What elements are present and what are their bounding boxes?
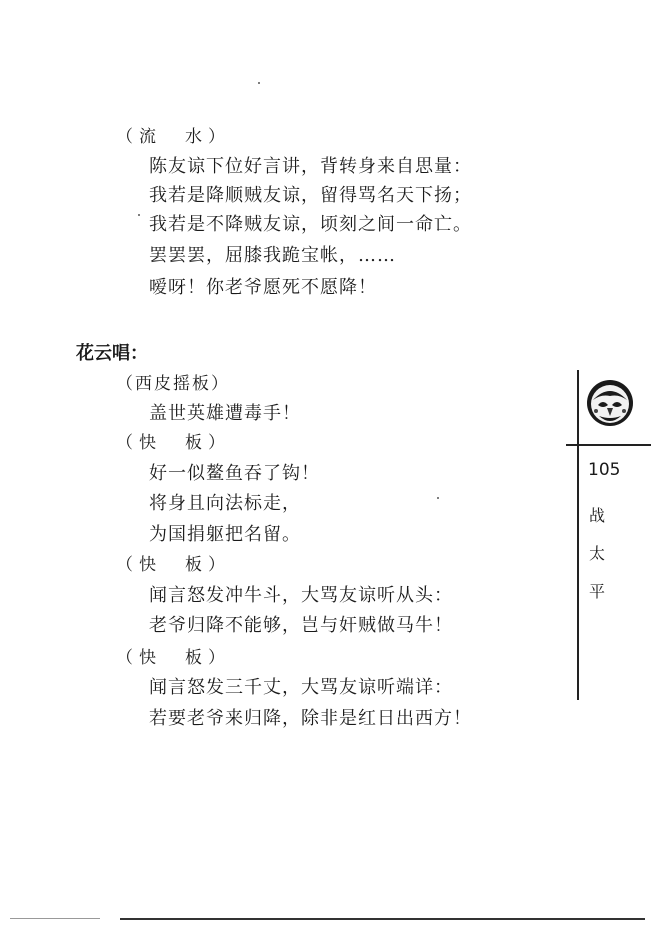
lyric-line: 若要老爷来归降，除非是红日出西方！: [149, 708, 472, 729]
lyric-line: 为国捐躯把名留。: [149, 524, 301, 545]
lyric-line: 嗳呀！你老爷愿死不愿降！: [149, 277, 377, 298]
lyric-line: 我若是不降贼友谅，顷刻之间一命亡。: [149, 214, 472, 235]
opera-mask-emblem-icon: [585, 378, 635, 428]
title-char: 太: [588, 544, 605, 563]
section-cue: （快 板）: [116, 648, 231, 668]
bottom-rule-left: [10, 918, 100, 919]
bottom-rule: [120, 918, 645, 920]
section-cue: （西皮摇板）: [116, 374, 230, 394]
lyric-line: 老爷归降不能够，岂与奸贼做马牛！: [149, 615, 453, 636]
speaker-heading: 花云唱：: [76, 343, 148, 364]
lyric-line: 闻言怒发三千丈，大骂友谅听端详：: [149, 677, 453, 698]
page-number: 105: [588, 460, 621, 480]
margin-vertical-rule: [577, 370, 579, 700]
running-title: [588, 497, 606, 611]
section-cue: （快 板）: [116, 433, 231, 453]
margin-horizontal-rule: [566, 444, 651, 446]
lyric-line: 好一似鳌鱼吞了钩！: [149, 463, 320, 484]
section-cue: （快 板）: [116, 555, 231, 575]
speck: [138, 214, 140, 216]
lyric-line: 我若是降顺贼友谅，留得骂名天下扬；: [149, 185, 472, 206]
verse1-cue: （流 水）: [116, 127, 231, 147]
title-char: 战: [588, 506, 605, 525]
lyric-line: 闻言怒发冲牛斗，大骂友谅听从头：: [149, 585, 453, 606]
speck: [437, 497, 439, 499]
lyric-line: 盖世英雄遭毒手！: [149, 403, 301, 424]
lyric-line: 罢罢罢，屈膝我跪宝帐，……: [149, 245, 396, 266]
title-char: 平: [588, 582, 605, 601]
lyric-line: 陈友谅下位好言讲，背转身来自思量：: [149, 156, 472, 177]
speck: [258, 82, 260, 84]
lyric-line: 将身且向法标走，: [149, 493, 301, 514]
